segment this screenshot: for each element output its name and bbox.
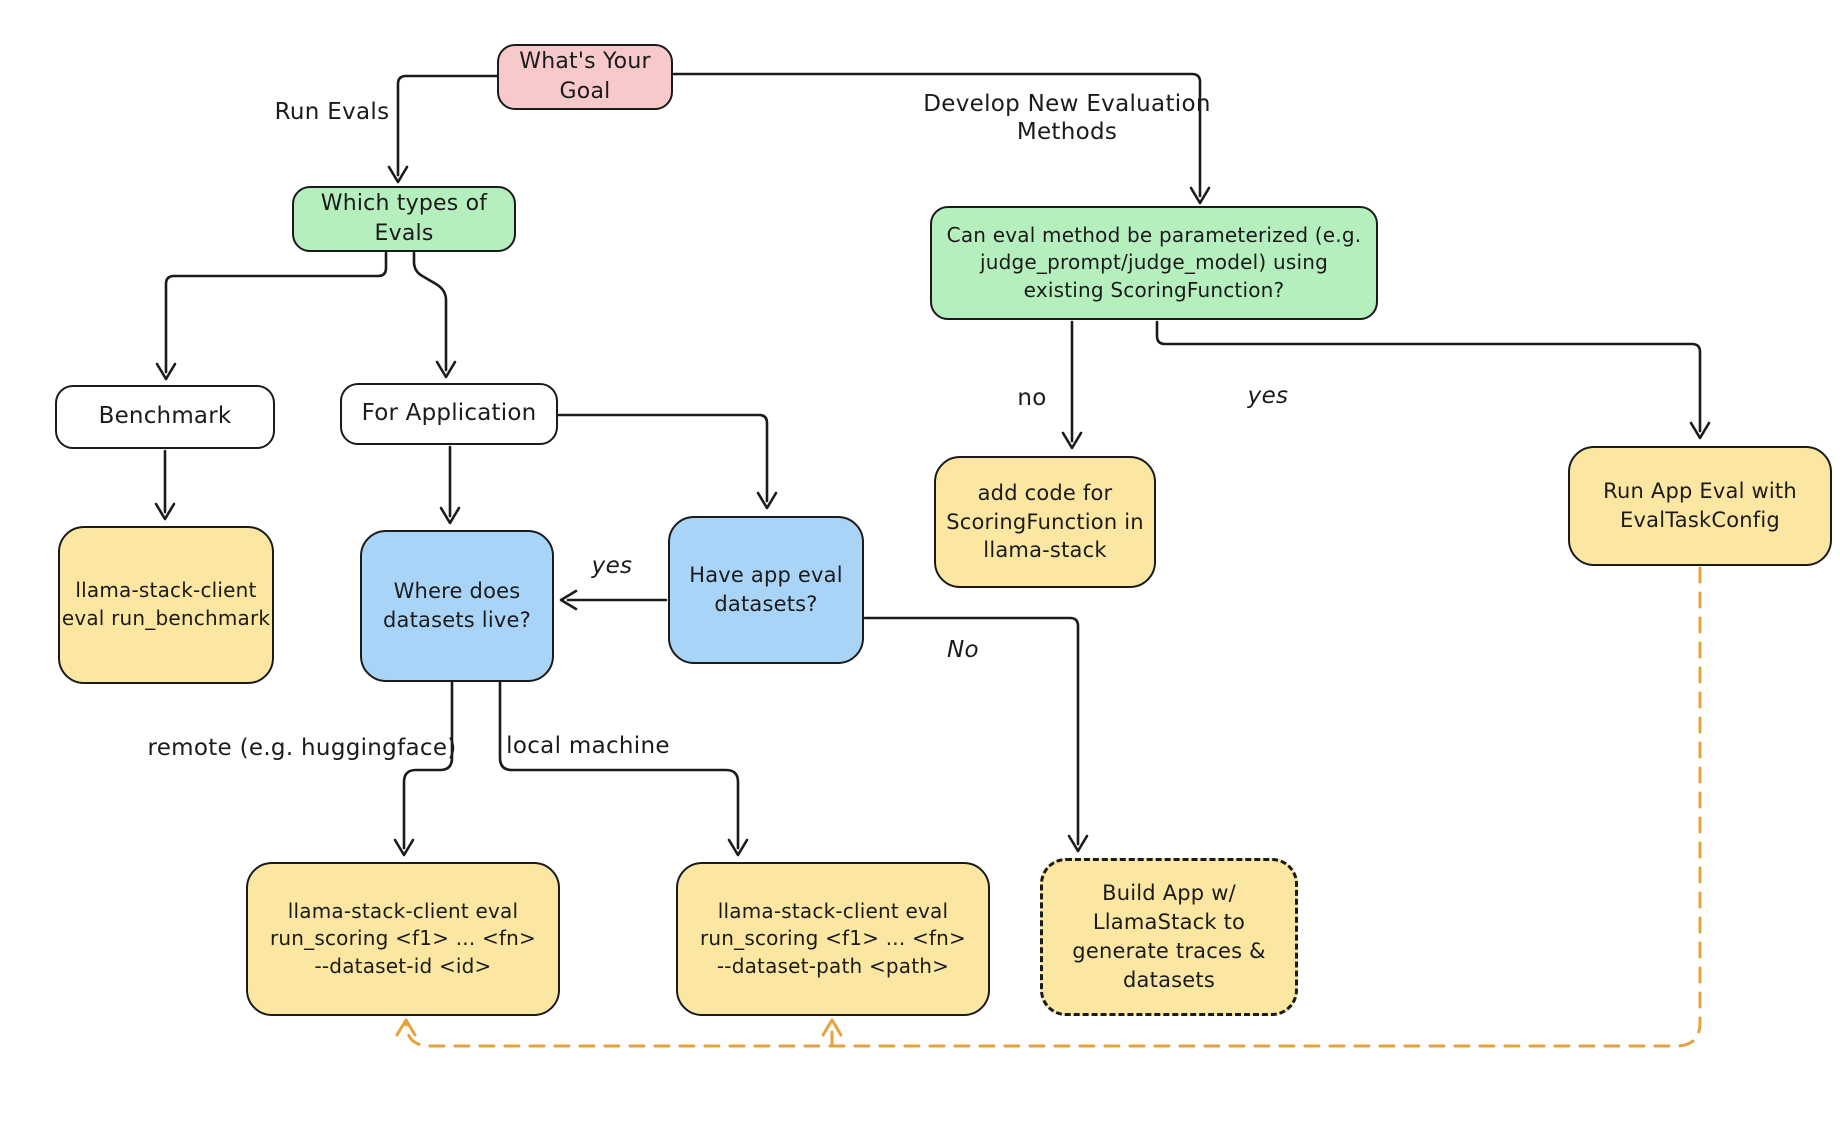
edge-label-remote-huggingface: remote (e.g. huggingface) [147,734,457,761]
edge-label-yes-param: yes [1247,382,1289,409]
edge-to-benchmark [166,253,386,372]
edge-label-no-param: no [1017,384,1047,411]
edge-label-local-machine: local machine [506,732,670,759]
arrowhead-feedback-left [397,1020,415,1035]
edge-label-no-have: No [947,636,979,663]
node-build-app-llamastack: Build App w/ LlamaStack to generate traces & datasets [1040,858,1298,1016]
edge-run-evals [398,76,497,175]
edge-label-run-evals: Run Evals [274,98,390,125]
node-add-code-scoringfunction: add code for ScoringFunction in llama-stack [934,456,1156,588]
node-which-types-of-evals: Which types of Evals [292,186,516,252]
edge-param-yes [1157,322,1700,431]
node-benchmark: Benchmark [55,385,275,449]
node-whats-your-goal: What's Your Goal [497,44,673,110]
edge-to-for-application [414,253,446,370]
edge-label-yes-have: yes [591,552,633,579]
edge-local [500,682,738,848]
node-run-scoring-dataset-path: llama-stack-client eval run_scoring <f1> ... <fn> --dataset-path <path> [676,862,990,1016]
node-run-scoring-dataset-id: llama-stack-client eval run_scoring <f1> ... <fn> --dataset-id <id> [246,862,560,1016]
edge-forapp-have [559,415,767,501]
edge-label-develop-new-methods: Develop New Evaluation Methods [923,90,1211,145]
node-can-param: Can eval method be parameterized (e.g. judge_prompt/judge_model) using existing ScoringFunction? [930,206,1378,320]
node-have-app-eval-datasets: Have app eval datasets? [668,516,864,664]
node-run-app-eval: Run App Eval with EvalTaskConfig [1568,446,1832,566]
node-where-datasets-live: Where does datasets live? [360,530,554,682]
node-run-benchmark-cmd: llama-stack-client eval run_benchmark [58,526,274,684]
edge-remote [404,682,452,848]
node-for-application: For Application [340,383,558,445]
